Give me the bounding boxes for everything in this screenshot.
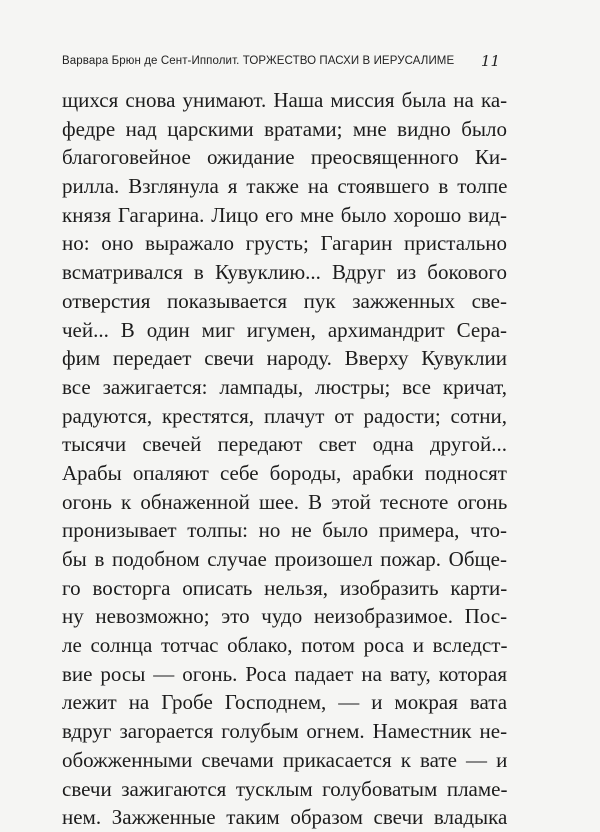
text-line: но: оно выражало грусть; Гагарин пристально	[62, 231, 508, 256]
text-line: нем. Зажженные таким образом свечи владыка	[62, 805, 508, 830]
body-text	[62, 86, 507, 832]
text-line: огонь к обнаженной шее. В этой тесноте огонь	[62, 489, 508, 514]
text-line: князя Гагарина. Лицо его мне было хорошо вид-	[62, 202, 507, 227]
text-line: все зажигается: лампады, люстры; все кричат,	[62, 374, 507, 399]
page-number: 11	[480, 52, 500, 70]
text-line: ле солнца тотчас облако, потом роса и вследст-	[62, 633, 508, 658]
text-line: свечи зажигаются тусклым голубоватым пламе-	[62, 776, 508, 801]
running-head	[62, 52, 500, 75]
text-line: всматривался в Кувуклию... Вдруг из бокового	[62, 260, 507, 285]
text-line: радуются, крестятся, плачут от радости; сотни,	[62, 403, 507, 428]
text-line: вдруг загорается голубым огнем. Наместник не-	[62, 719, 508, 744]
text-line: чей... В один миг игумен, архимандрит Сера-	[62, 317, 508, 342]
text-line: бы в подобном случае произошел пожар. Обще-	[62, 547, 507, 571]
running-head-title: Варвара Брюн де Сент-Ипполит. ТОРЖЕСТВО ПАСХИ В ИЕРУСАЛИМЕ	[62, 55, 455, 67]
text-line: лежит на Гробе Господнем, — и мокрая вата	[62, 690, 508, 715]
text-line: обожженными свечами прикасается к вате — и	[62, 747, 508, 772]
text-line: Арабы опаляют себе бороды, арабки подносят	[62, 460, 507, 485]
text-line: федре над царскими вратами; мне видно было	[62, 116, 507, 141]
text-line: ну невозможно; это чудо неизобразимое. Пос-	[62, 604, 508, 629]
text-line: пронизывает толпы: но не было примера, что-	[62, 518, 507, 543]
text-line: щихся снова унимают. Наша миссия была на ка-	[62, 88, 508, 112]
text-line: отверстия показывается пук зажженных све-	[62, 288, 507, 313]
text-line: рилла. Взглянула я также на стоявшего в толпе	[62, 174, 508, 199]
text-line: вие росы — огонь. Роса падает на вату, которая	[62, 661, 507, 686]
text-line: фим передает свечи народу. Вверху Кувуклии	[62, 346, 507, 371]
text-line: тысячи свечей передают свет одна другой...	[62, 432, 507, 457]
text-line: го восторга описать нельзя, изобразить карти-	[62, 575, 508, 600]
text-line: благоговейное ожидание преосвященного Ки-	[62, 145, 508, 170]
